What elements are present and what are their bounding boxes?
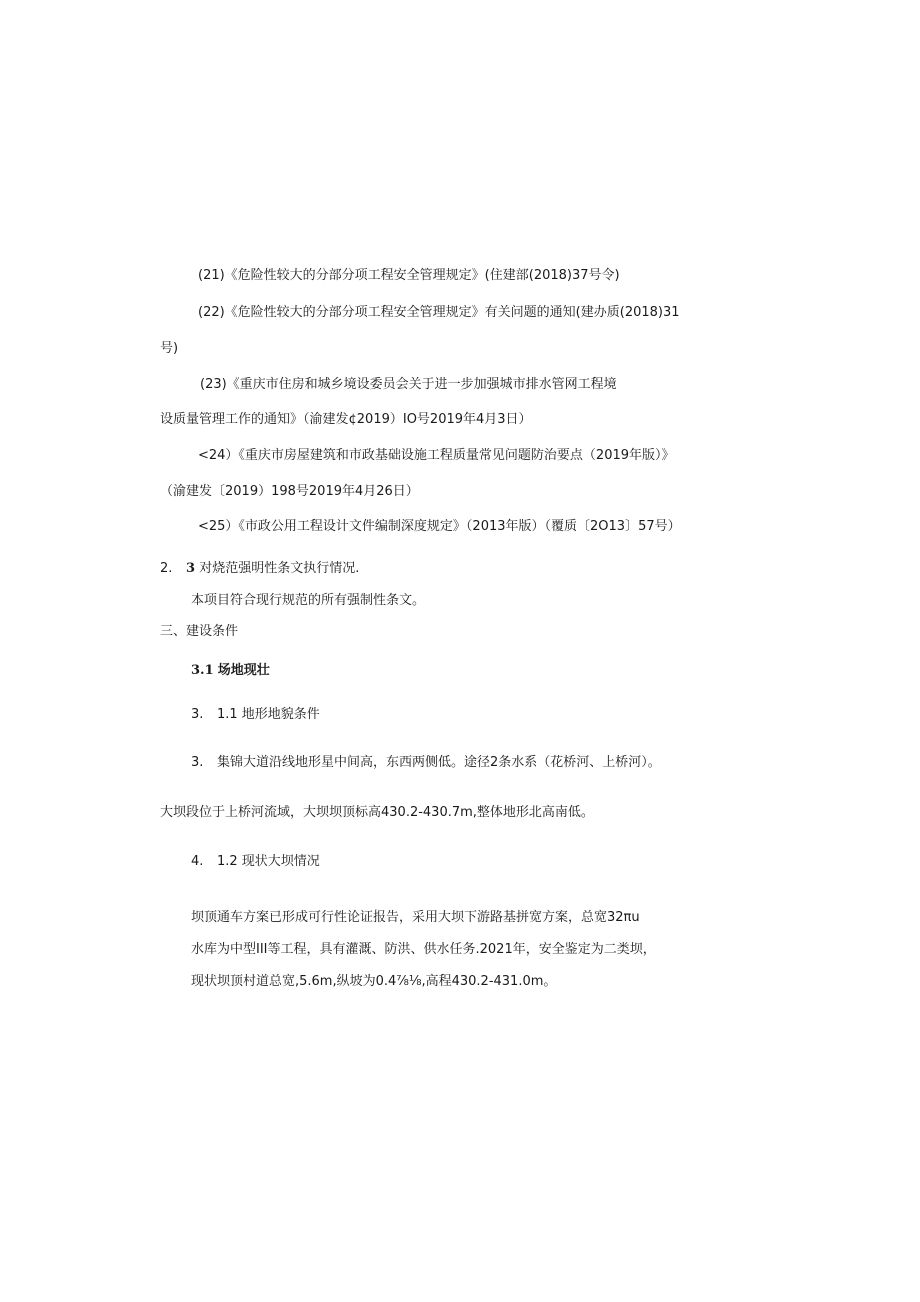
reference-24-line2: （渝建发〔2019）198号2019年4月26日） bbox=[160, 484, 419, 499]
para-text: 集锦大道沿线地形星中间高，东西两侧低。途径2条水系（花桥河、上桥河）。 bbox=[217, 755, 661, 770]
section-2-3-heading bbox=[160, 560, 359, 578]
reference-21: (21)《危险性较大的分部分项工程安全管理规定》(住建部(2018)37号令) bbox=[198, 268, 620, 283]
section-number: 2. bbox=[160, 561, 173, 576]
reference-25: <25）《市政公用工程设计文件编制深度规定》（2013年版）（覆质〔2O13〕57号） bbox=[198, 519, 681, 534]
subsection-title: 场地现壮 bbox=[217, 663, 270, 678]
subsection-3-1-heading bbox=[191, 662, 270, 680]
item-text: 1.1 地形地貌条件 bbox=[217, 707, 320, 722]
para-prefix: 3. bbox=[191, 755, 204, 770]
reference-23-line1: (23)《重庆市住房和城乡境设委员会关于进一步加强城市排水管网工程境 bbox=[200, 377, 617, 392]
section-number-bold: 3 bbox=[186, 561, 196, 576]
reference-22-line1: (22)《危险性较大的分部分项工程安全管理规定》有关问题的通知(建办质(2018)31 bbox=[198, 305, 680, 320]
reference-24-line1: <24）《重庆市房屋建筑和市政基础设施工程质量常见问题防治要点（2019年版）》 bbox=[198, 448, 675, 463]
section-2-3-body: 本项目符合现行规范的所有强制性条文。 bbox=[191, 593, 426, 608]
terrain-paragraph-line1 bbox=[191, 754, 661, 772]
dam-paragraph-line1: 坝顶通车方案已形成可行性论证报告，采用大坝下游路基拼宽方案，总宽32πu bbox=[191, 910, 640, 925]
subsection-number: 3.1 bbox=[191, 663, 214, 678]
dam-paragraph-line3: 现状坝顶村道总宽,5.6m,纵坡为0.4⅞⅛,高程430.2-431.0m。 bbox=[191, 974, 557, 989]
terrain-paragraph-line2: 大坝段位于上桥河流域，大坝坝顶标高430.2-430.7m,整体地形北高南低。 bbox=[160, 805, 594, 820]
item-prefix: 4. bbox=[191, 854, 204, 869]
item-text: 1.2 现状大坝情况 bbox=[217, 854, 320, 869]
reference-23-line2: 设质量管理工作的通知》（渝建发¢2019）IO号2019年4月3日） bbox=[160, 412, 532, 427]
section-3-title: 三、建设条件 bbox=[160, 624, 239, 639]
dam-paragraph-line2: 水库为中型III等工程，具有灌溉、防洪、供水任务.2021年，安全鉴定为二类坝， bbox=[191, 942, 656, 957]
section-title: 对烧范强明性条文执行情况. bbox=[199, 561, 360, 576]
item-3-1-2 bbox=[191, 853, 320, 871]
item-3-1-1 bbox=[191, 706, 320, 724]
item-prefix: 3. bbox=[191, 707, 204, 722]
reference-22-line2: 号) bbox=[160, 341, 179, 356]
